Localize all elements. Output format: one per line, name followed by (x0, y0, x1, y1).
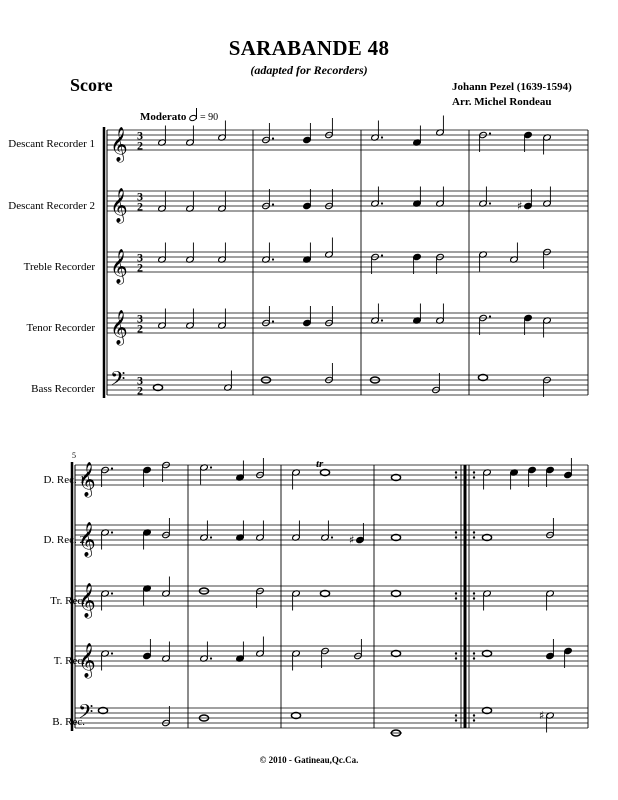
repeat-dot (455, 719, 457, 721)
tempo-label: Moderato (140, 111, 187, 123)
instrument-label-descant-1: Descant Recorder 1 (8, 138, 95, 150)
repeat-dot (455, 592, 457, 594)
dot (111, 531, 113, 533)
dot (111, 652, 113, 654)
page-subtitle: (adapted for Recorders) (250, 63, 368, 77)
treble-clef-icon: 𝄞 (78, 583, 96, 618)
treble-clef-icon: 𝄞 (110, 188, 128, 223)
measure-number: 5 (72, 451, 76, 460)
composer-credit: Johann Pezel (1639-1594) (452, 81, 572, 93)
repeat-dot (473, 471, 475, 473)
copyright-footer: © 2010 - Gatineau,Qc.Ca. (259, 755, 359, 765)
instrument-label-t-rec: T. Rec. (53, 655, 85, 667)
time-signature-bottom: 2 (137, 321, 143, 336)
bass-clef-icon: 𝄢 (78, 700, 94, 728)
repeat-dot (455, 597, 457, 599)
dot (381, 136, 383, 138)
time-signature-bottom: 2 (137, 138, 143, 153)
dot (111, 592, 113, 594)
repeat-dot (455, 476, 457, 478)
dot (210, 536, 212, 538)
repeat-dot (473, 531, 475, 533)
dot (381, 319, 383, 321)
repeat-dot (455, 536, 457, 538)
treble-clef-icon: 𝄞 (110, 310, 128, 345)
time-signature-top: 3 (137, 250, 143, 265)
instrument-label-descant-2: Descant Recorder 2 (8, 200, 95, 212)
sharp-icon: ♯ (517, 199, 523, 213)
trill-ornament: tr (316, 458, 324, 470)
staves (72, 127, 588, 731)
repeat-dot (473, 657, 475, 659)
treble-clef-icon: 𝄞 (110, 249, 128, 284)
instrument-label-tr-rec: Tr. Rec. (50, 595, 85, 607)
dot (381, 254, 383, 256)
repeat-dot (473, 476, 475, 478)
instrument-label-d-rec-1: D. Rec. 1 (43, 474, 85, 486)
notes (98, 116, 572, 737)
dot (111, 467, 113, 469)
repeat-dot (455, 652, 457, 654)
treble-clef-icon: 𝄞 (78, 643, 96, 678)
time-signature-bottom: 2 (137, 383, 143, 398)
instrument-label-d-rec-2: D. Rec. 2 (43, 534, 85, 546)
time-signature-bottom: 2 (137, 199, 143, 214)
dot (381, 202, 383, 204)
time-signature-top: 3 (137, 311, 143, 326)
repeat-dot (473, 536, 475, 538)
repeat-dot (473, 719, 475, 721)
instrument-label-treble: Treble Recorder (23, 261, 95, 273)
tempo-value: = 90 (199, 112, 219, 123)
instrument-label-tenor: Tenor Recorder (26, 322, 95, 334)
repeat-dot (455, 531, 457, 533)
bass-clef-icon: 𝄢 (110, 367, 126, 395)
sharp-icon: ♯ (349, 533, 355, 547)
dot (272, 203, 274, 205)
dot (272, 320, 274, 322)
page-title: SARABANDE 48 (228, 36, 390, 60)
score-label: Score (70, 75, 113, 95)
repeat-dot (473, 597, 475, 599)
repeat-dot (473, 714, 475, 716)
instrument-label-bass: Bass Recorder (31, 383, 95, 395)
time-signature-bottom: 2 (137, 260, 143, 275)
dot (489, 315, 491, 317)
treble-clef-icon: 𝄞 (78, 462, 96, 497)
repeat-dot (455, 714, 457, 716)
sharp-icon: ♯ (539, 709, 545, 722)
dot (489, 202, 491, 204)
dot (272, 137, 274, 139)
dot (489, 132, 491, 134)
arranger-credit: Arr. Michel Rondeau (452, 96, 552, 108)
repeat-dot (455, 657, 457, 659)
repeat-dot (455, 471, 457, 473)
dot (272, 258, 274, 260)
instrument-label-b-rec: B. Rec. (52, 716, 85, 728)
dot (331, 536, 333, 538)
treble-clef-icon: 𝄞 (78, 522, 96, 557)
dot (210, 657, 212, 659)
time-signature-top: 3 (137, 373, 143, 388)
dot (210, 466, 212, 468)
time-signature-top: 3 (137, 189, 143, 204)
repeat-dot (473, 592, 475, 594)
time-signature-top: 3 (137, 128, 143, 143)
repeat-dot (473, 652, 475, 654)
treble-clef-icon: 𝄞 (110, 127, 128, 162)
